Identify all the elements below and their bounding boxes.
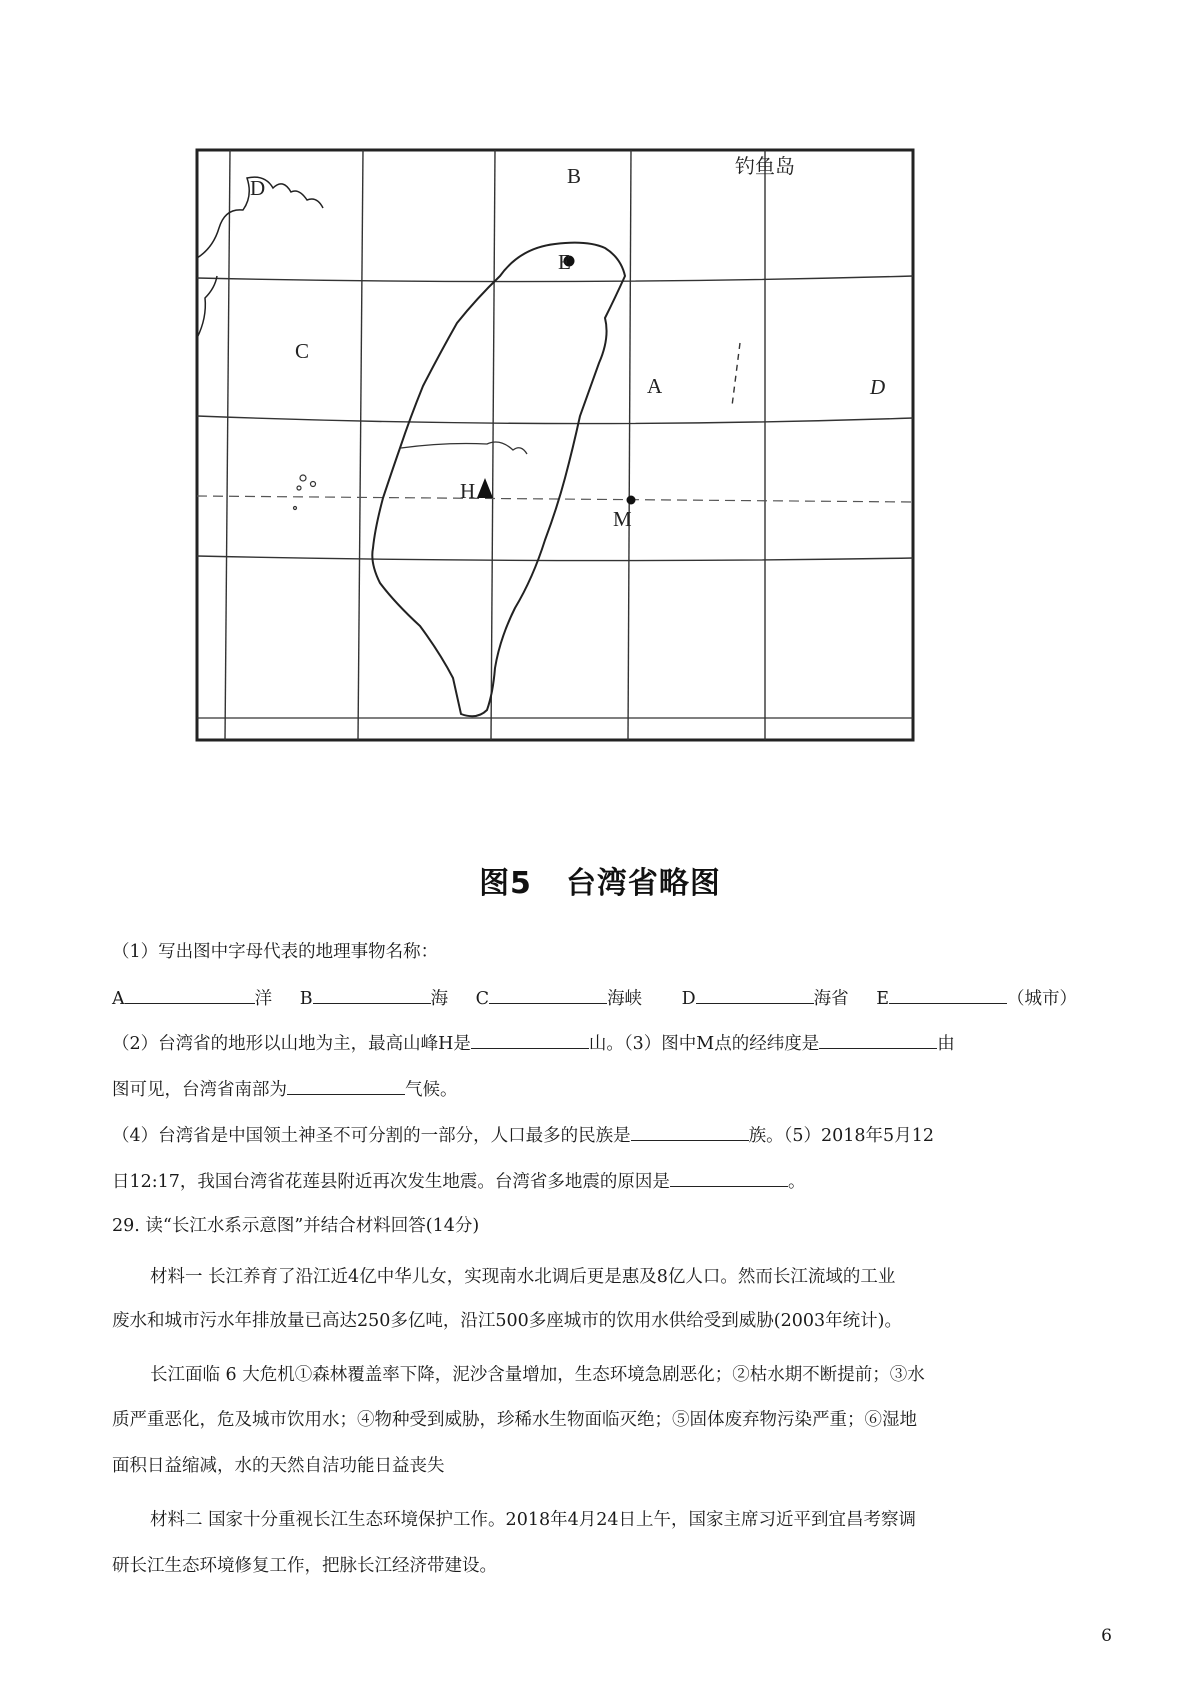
taiwan-map-svg: [195, 148, 917, 808]
label-diaoyu-island: 钓鱼岛: [735, 154, 795, 178]
q4-text-b: 族。（5）2018年5月12: [748, 1126, 934, 1146]
blank-b[interactable]: [313, 983, 431, 1004]
blank-e[interactable]: [889, 983, 1007, 1004]
taiwan-outline: [372, 243, 625, 717]
caption-title: 台湾省略图: [565, 866, 721, 901]
material-1-line-5: [112, 1452, 1090, 1480]
q2-text-b: 山。（3）图中M点的经纬度是: [588, 1034, 820, 1054]
q1-d-letter: D: [681, 989, 696, 1009]
q1-blanks-row: [112, 983, 1090, 1013]
q4-text-a: （4）台湾省是中国领土神圣不可分割的一部分，人口最多的民族是: [112, 1126, 631, 1146]
q3-row: [112, 1074, 1090, 1104]
q5-text-b: 。: [787, 1172, 806, 1192]
tropic-line: [197, 496, 913, 502]
q5-text-a: 日12:17，我国台湾省花莲县附近再次发生地震。台湾省多地震的原因是: [112, 1172, 670, 1192]
map-frame: [197, 150, 913, 740]
material-1-text-2: 废水和城市污水年排放量已高达250多亿吨，沿江500多座城市的饮用水供给受到威胁(2003年统计)。: [112, 1311, 902, 1331]
q1-c-suffix: 海峡: [607, 989, 643, 1009]
taiwan-map-figure: [195, 148, 917, 808]
q1-e-letter: E: [876, 989, 890, 1009]
q1-e-suffix: （城市）: [1007, 989, 1078, 1009]
dashed-mark: [732, 343, 740, 406]
label-e: E: [558, 250, 571, 274]
penghu-islands: [294, 475, 316, 510]
blank-h[interactable]: [471, 1028, 589, 1049]
label-c: C: [295, 339, 310, 363]
blank-a[interactable]: [125, 983, 255, 1004]
blank-ethnic[interactable]: [631, 1120, 749, 1141]
longitude-lines: [225, 150, 765, 740]
q5-row: [112, 1166, 1090, 1196]
material-1-text-4: 质严重恶化，危及城市饮用水；④物种受到威胁，珍稀水生物面临灭绝；⑤固体废弃物污染严重；⑥湿地: [112, 1410, 917, 1430]
label-h: H: [460, 479, 476, 503]
material-2-line-2: [112, 1552, 1090, 1580]
q1-b-letter: B: [299, 989, 313, 1009]
q1-intro: [112, 938, 1090, 966]
river: [401, 442, 527, 454]
q1-c-letter: C: [475, 989, 490, 1009]
blank-climate[interactable]: [287, 1074, 405, 1095]
label-d-right: D: [870, 375, 886, 399]
latitude-lines: [197, 276, 913, 561]
caption-number: 图5: [479, 866, 532, 901]
q4-row: [112, 1120, 1090, 1150]
label-m: M: [613, 507, 632, 531]
label-a: A: [647, 374, 663, 398]
q29-title: [112, 1212, 1090, 1240]
material-1-line-3: [150, 1361, 1090, 1389]
mainland-coast-lower: [197, 276, 217, 338]
q1-a-letter: A: [112, 989, 125, 1009]
q3-text-a: 图可见，台湾省南部为: [112, 1080, 287, 1100]
page-number: 6: [1101, 1626, 1112, 1646]
blank-m[interactable]: [819, 1028, 937, 1049]
material-2-text-1: 材料二 国家十分重视长江生态环境保护工作。2018年4月24日上午，国家主席习近平到宜昌考察调: [150, 1510, 916, 1530]
material-1-line-2: [112, 1307, 1090, 1335]
q1-b-suffix: 海: [430, 989, 449, 1009]
q1-a-suffix: 洋: [254, 989, 273, 1009]
material-1-text-1: 材料一 长江养育了沿江近4亿中华儿女，实现南水北调后更是惠及8亿人口。然而长江流域的工业: [150, 1267, 896, 1287]
blank-c[interactable]: [489, 983, 607, 1004]
point-m: [627, 496, 636, 505]
q1-d-suffix: 海省: [813, 989, 849, 1009]
q2-text-c: 由: [937, 1034, 955, 1054]
material-1-line-4: [112, 1406, 1090, 1434]
material-2-line-1: [150, 1506, 1090, 1534]
figure-caption: [0, 858, 1200, 902]
blank-earthquake[interactable]: [670, 1166, 788, 1187]
blank-d[interactable]: [696, 983, 814, 1004]
mountain-h-triangle-icon: [477, 478, 493, 498]
q2-row: [112, 1028, 1090, 1058]
material-1-line-1: [150, 1263, 1090, 1291]
material-2-text-2: 研长江生态环境修复工作，把脉长江经济带建设。: [112, 1556, 497, 1576]
q1-intro-text: （1）写出图中字母代表的地理事物名称：: [112, 942, 439, 962]
q29-title-text: 29. 读“长江水系示意图”并结合材料回答(14分): [112, 1216, 480, 1236]
label-b: B: [567, 164, 582, 188]
material-1-text-3: 长江面临 6 大危机①森林覆盖率下降，泥沙含量增加，生态环境急剧恶化；②枯水期不断提前；③水: [150, 1365, 925, 1385]
q3-text-b: 气候。: [405, 1080, 458, 1100]
label-d-top: D: [250, 176, 266, 200]
q2-text-a: （2）台湾省的地形以山地为主，最高山峰H是: [112, 1034, 471, 1054]
material-1-text-5: 面积日益缩减，水的天然自洁功能日益丧失: [112, 1456, 445, 1476]
